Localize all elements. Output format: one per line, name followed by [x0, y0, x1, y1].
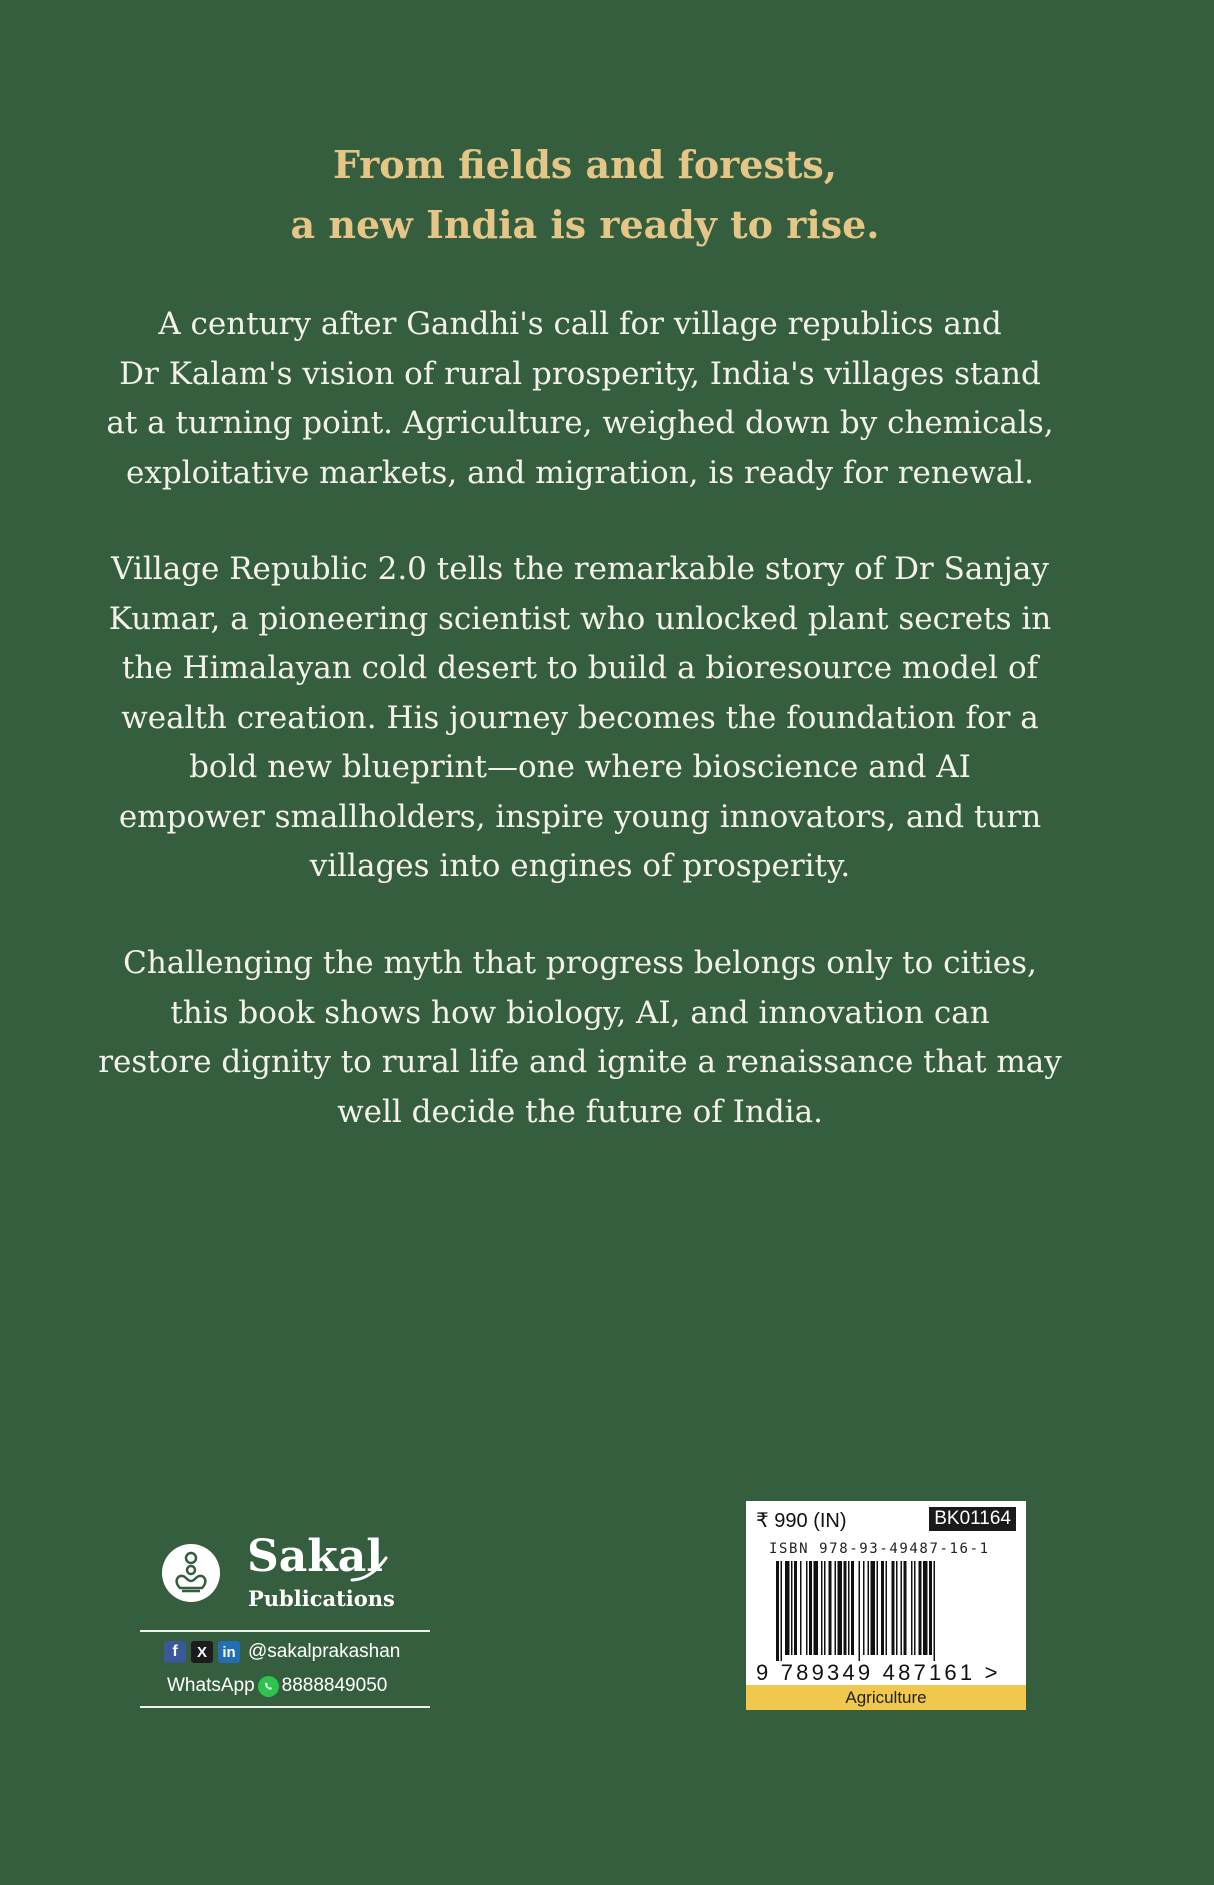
book-code: BK01164: [929, 1507, 1016, 1531]
barcode-bar: [794, 1561, 797, 1655]
barcode-bar: [821, 1561, 823, 1655]
blurb-paragraph-2: [0, 545, 1160, 892]
barcode-bar: [829, 1561, 832, 1655]
linkedin-icon[interactable]: in: [218, 1641, 240, 1663]
social-handle[interactable]: @sakalprakashan: [248, 1641, 401, 1662]
barcode-bar: [809, 1561, 812, 1655]
tagline-line: From fields and forests,: [332, 142, 838, 187]
barcode-bar: [791, 1561, 793, 1655]
text-line: wealth creation. His journey becomes the foundation for a: [121, 699, 1039, 736]
barcode-bar: [881, 1561, 884, 1655]
text-line: A century after Gandhi's call for village republics and: [158, 306, 1002, 342]
blurb-paragraph-3: [0, 939, 1160, 1137]
barcode-bar: [901, 1561, 903, 1655]
barcode-bar: [785, 1561, 790, 1655]
barcode-bar: [776, 1561, 779, 1661]
text-line: well decide the future of India.: [337, 1093, 823, 1130]
barcode-bar: [800, 1561, 802, 1655]
barcode-image: [776, 1561, 998, 1661]
text-line: the Himalayan cold desert to build a bioresource model of: [121, 650, 1039, 686]
text-line: restore dignity to rural life and ignite a renaissance that may: [98, 1044, 1062, 1080]
tagline: [0, 135, 1170, 255]
barcode-bar: [914, 1561, 916, 1655]
barcode-bar: [923, 1561, 928, 1655]
whatsapp-number[interactable]: 8888849050: [281, 1675, 388, 1696]
barcode-bar: [911, 1561, 913, 1655]
barcode-bar: [892, 1561, 895, 1655]
facebook-icon[interactable]: f: [164, 1641, 186, 1663]
text-line: this book shows how biology, AI, and innovation can: [170, 994, 990, 1031]
barcode-bar: [848, 1561, 850, 1655]
text-line: bold new blueprint—one where bioscience and AI: [189, 749, 971, 785]
x-icon[interactable]: X: [191, 1641, 213, 1663]
tagline-line: a new India is ready to rise.: [290, 202, 880, 247]
price-label: ₹ 990 (IN): [756, 1510, 847, 1532]
text-line: Kumar, a pioneering scientist who unlocked plant secrets in: [108, 600, 1052, 637]
divider: [140, 1706, 430, 1708]
barcode-bar: [806, 1561, 808, 1655]
barcode-bar: [859, 1561, 861, 1661]
category-band: Agriculture: [746, 1685, 1026, 1710]
barcode-bar: [871, 1561, 876, 1655]
barcode-bar: [844, 1561, 847, 1655]
barcode-digits: 9 789349 487161 >: [756, 1660, 1001, 1685]
barcode-bar: [781, 1561, 783, 1661]
text-line: at a turning point. Agriculture, weighed down by chemicals,: [106, 405, 1054, 441]
publisher-name: Sakal: [247, 1531, 383, 1582]
barcode-bar: [835, 1561, 837, 1655]
social-row: [164, 1640, 400, 1664]
barcode-bar: [863, 1561, 865, 1655]
barcode-bar: [886, 1561, 888, 1655]
barcode-bar: [868, 1561, 870, 1655]
barcode-bar: [824, 1561, 826, 1655]
text-line: Challenging the myth that progress belongs only to cities,: [123, 945, 1037, 981]
text-line: Village Republic 2.0 tells the remarkable story of Dr Sanjay: [111, 551, 1049, 587]
text-line: exploitative markets, and migration, is ready for renewal.: [125, 454, 1034, 491]
barcode-bar: [929, 1561, 932, 1655]
swoosh-icon: [350, 1554, 390, 1584]
barcode-bar: [838, 1561, 843, 1655]
barcode-bar: [904, 1561, 907, 1655]
sakal-logo-icon: [162, 1544, 220, 1602]
barcode-bar: [934, 1561, 936, 1661]
barcode-bar: [919, 1561, 922, 1655]
divider: [140, 1630, 430, 1632]
publisher-subtitle: Publications: [248, 1586, 395, 1611]
barcode-block: [746, 1501, 1026, 1710]
text-line: empower smallholders, inspire young innovators, and turn: [118, 798, 1042, 835]
barcode-bar: [877, 1561, 879, 1655]
whatsapp-label: WhatsApp: [167, 1675, 255, 1696]
text-line: Dr Kalam's vision of rural prosperity, India's villages stand: [119, 355, 1041, 392]
isbn-label: ISBN 978-93-49487-16-1: [769, 1541, 990, 1557]
barcode-bar: [814, 1561, 819, 1655]
barcode-bar: [851, 1561, 854, 1655]
blurb-paragraph-1: [0, 300, 1160, 498]
whatsapp-row: [167, 1674, 387, 1698]
whatsapp-icon: [258, 1676, 279, 1697]
text-line: villages into engines of prosperity.: [309, 848, 851, 884]
barcode-bar: [896, 1561, 898, 1655]
